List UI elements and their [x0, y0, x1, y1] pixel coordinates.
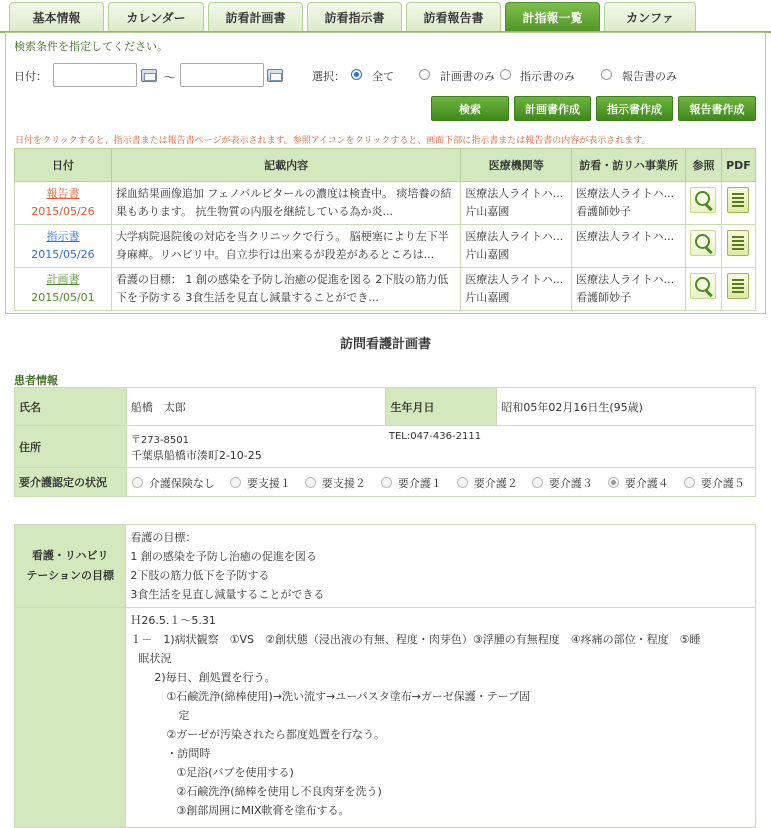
patient-info-table: [14, 387, 756, 497]
tab-visit-report[interactable]: 訪看報告書: [406, 2, 501, 32]
row-office: [572, 268, 686, 311]
nursing-goal-table: [14, 524, 756, 828]
header-institution: 医療機関等: [461, 149, 572, 182]
row-content-line: 採血結果画像追加 フェノバルビタールの濃度は検査中。 痰培養の結: [115, 187, 452, 200]
care-radio[interactable]: [230, 477, 241, 488]
address-label: 住所: [15, 426, 127, 468]
header-reference: 参照: [685, 149, 721, 182]
plan-line: ①足浴(バブを使用する): [176, 766, 294, 779]
tab-visit-plan[interactable]: 訪看計画書: [208, 2, 303, 32]
row-nurse-name: 看護師妙子: [576, 291, 632, 304]
goal-label: [15, 525, 126, 608]
plan-line: １－ 1)病状観察 ①VS ②創状態（浸出液の有無、程度・肉芽色）③浮腫の有無程度 ④疼痛の部位・程度 ⑤睡: [130, 633, 701, 646]
row-doctor-name: 片山嘉國: [465, 248, 510, 261]
care-option-label: 要介護３: [548, 477, 593, 490]
postal-code: 〒273-8501: [130, 434, 189, 446]
row-pdf-cell: [721, 268, 755, 311]
patient-birth: 昭和05年02月16日生(95歳): [497, 388, 756, 426]
row-office-name: 医療法人ライトハ...: [576, 187, 675, 200]
birth-label: 生年月日: [386, 388, 497, 426]
row-content-line: 身麻痺。リハビリ中。自立歩行は出来るが段差があるところは...: [115, 248, 435, 261]
plan-line: ①石鹸洗浄(綿棒使用)→洗い流す→ユーパスタ塗布→ガーゼ保護・テープ固: [166, 690, 531, 703]
row-date-cell: [15, 182, 112, 225]
table-row: [15, 225, 756, 268]
help-note: 日付をクリックすると、指示書または報告書ページが表示されます。参照アイコンをクリックすると、画面下部に指示書または報告書の内容が表示されます。: [15, 136, 651, 146]
date-from-input[interactable]: [53, 63, 137, 87]
goal-label-line: 看護・リハビリ: [31, 549, 109, 562]
header-pdf: PDF: [721, 149, 755, 182]
row-office-name: 医療法人ライトハ...: [576, 273, 675, 286]
row-content-line: 果もあります。 抗生物質の内服を継続している為か炎...: [115, 205, 394, 218]
care-option-label: 要介護４: [624, 477, 669, 490]
radio-directive-only-label: 指示書のみ: [520, 70, 575, 83]
row-institution-name: 医療法人ライトハ...: [465, 273, 564, 286]
document-list-table: [14, 148, 756, 311]
radio-plan-only-label: 計画書のみ: [440, 70, 495, 83]
pdf-document-icon[interactable]: [727, 273, 749, 299]
search-instruction: 検索条件を指定してください。: [14, 40, 168, 53]
row-office: [572, 182, 686, 225]
row-pdf-cell: [721, 225, 755, 268]
create-directive-button[interactable]: 指示書作成: [596, 96, 673, 121]
address-cell: [126, 426, 755, 468]
calendar-icon-to[interactable]: [267, 69, 283, 82]
tab-conference[interactable]: カンファ: [604, 2, 696, 32]
row-type-link[interactable]: 指示書: [46, 230, 80, 243]
care-option-label: 要介護５: [700, 477, 745, 490]
radio-all-label: 全て: [372, 70, 394, 83]
row-content: [111, 225, 460, 268]
care-radio-selected[interactable]: [608, 477, 619, 488]
date-to-input[interactable]: [180, 63, 264, 87]
care-option-label: 要支援１: [246, 477, 291, 490]
row-doctor-name: 片山嘉國: [465, 205, 510, 218]
goal-label-line: テーションの目標: [26, 569, 114, 582]
create-plan-button[interactable]: 計画書作成: [514, 96, 591, 121]
header-office: 訪看・訪リハ事業所: [572, 149, 686, 182]
date-range-tilde: 〜: [163, 71, 177, 86]
goal-line: 1 創の感染を予防し治癒の促進を図る: [130, 550, 317, 563]
care-level-options: [126, 468, 755, 497]
row-institution-name: 医療法人ライトハ...: [465, 230, 564, 243]
magnifier-icon[interactable]: [690, 273, 716, 299]
table-row: [15, 182, 756, 225]
plan-line: ②ガーゼが汚染されたら都度処置を行なう。: [166, 728, 386, 741]
magnifier-icon[interactable]: [690, 187, 716, 213]
plan-line: ②石鹸洗浄(綿棒を使用し不良肉芽を洗う): [176, 785, 382, 798]
row-content-line: 大学病院退院後の対応を当クリニックで行う。 脳梗塞により左下半: [115, 230, 449, 243]
table-header-row: [15, 149, 756, 182]
row-pdf-cell: [721, 182, 755, 225]
address-text: 千葉県船橋市湊町2-10-25: [130, 448, 262, 462]
row-institution: [461, 225, 572, 268]
plan-line: Ｈ26.5.１〜5.31: [130, 614, 216, 627]
telephone: TEL:047-436-2111: [388, 430, 482, 442]
header-content: 記載内容: [111, 149, 460, 182]
goal-line: 2下肢の筋力低下を予防する: [130, 569, 270, 582]
row-type-link[interactable]: 報告書: [46, 187, 80, 200]
tab-calendar[interactable]: カレンダー: [108, 2, 204, 32]
row-content: [111, 268, 460, 311]
row-content: [111, 182, 460, 225]
search-button[interactable]: 検索: [431, 96, 509, 121]
patient-name: 船橋 太郎: [126, 388, 386, 426]
care-option-label: 要介護１: [397, 477, 442, 490]
tab-document-list[interactable]: 計指報一覧: [505, 2, 600, 32]
goal-content: [126, 525, 756, 608]
detail-title: 訪問看護計画書: [339, 337, 431, 352]
row-reference-cell: [685, 225, 721, 268]
plan-line: 眠状況: [138, 652, 172, 665]
goal-line: 看護の目標：: [130, 531, 197, 544]
care-radio[interactable]: [132, 477, 143, 488]
row-date[interactable]: 2015/05/01: [31, 291, 95, 304]
row-institution: [461, 268, 572, 311]
care-radio[interactable]: [532, 477, 543, 488]
radio-directive-only[interactable]: [500, 69, 511, 80]
radio-plan-only[interactable]: [419, 69, 430, 80]
care-option-label: 要介護２: [473, 477, 518, 490]
row-date-cell: [15, 225, 112, 268]
select-label: 選択：: [312, 70, 345, 83]
row-content-line: 下を予防する 3食生活を見直し減量することができ...: [115, 291, 379, 304]
row-reference-cell: [685, 182, 721, 225]
plan-label-cell: [15, 608, 126, 828]
care-level-label: 要介護認定の状況: [15, 468, 127, 497]
care-radio[interactable]: [305, 477, 316, 488]
radio-report-only[interactable]: [601, 69, 612, 80]
care-option-label: 要支援２: [321, 477, 366, 490]
plan-line: 定: [178, 709, 190, 722]
table-row: [15, 268, 756, 311]
pdf-document-icon[interactable]: [727, 187, 749, 213]
row-content-line: 看護の目標： 1 創の感染を予防し治癒の促進を図る 2下肢の筋力低: [115, 273, 449, 286]
row-institution-name: 医療法人ライトハ...: [465, 187, 564, 200]
row-date-cell: [15, 268, 112, 311]
tab-visit-directive[interactable]: 訪看指示書: [307, 2, 402, 32]
plan-line: 2)毎日、創処置を行う。: [154, 671, 276, 684]
header-date: 日付: [15, 149, 112, 182]
patient-info-heading: 患者情報: [14, 374, 58, 387]
row-date[interactable]: 2015/05/26: [31, 248, 95, 261]
care-radio[interactable]: [684, 477, 695, 488]
radio-report-only-label: 報告書のみ: [622, 70, 677, 83]
calendar-icon-from[interactable]: [141, 69, 157, 82]
tab-bar: [0, 0, 771, 32]
magnifier-icon[interactable]: [690, 230, 716, 256]
create-report-button[interactable]: 報告書作成: [678, 96, 756, 121]
row-institution: [461, 182, 572, 225]
radio-all[interactable]: [351, 69, 362, 80]
care-radio[interactable]: [381, 477, 392, 488]
pdf-document-icon[interactable]: [727, 230, 749, 256]
plan-content: [126, 608, 756, 828]
date-label: 日付：: [14, 70, 47, 83]
row-reference-cell: [685, 268, 721, 311]
row-nurse-name: 看護師妙子: [576, 205, 632, 218]
goal-line: 3食生活を見直し減量することができる: [130, 588, 325, 601]
plan-line: ・訪問時: [166, 747, 211, 760]
care-radio[interactable]: [457, 477, 468, 488]
row-doctor-name: 片山嘉國: [465, 291, 510, 304]
name-label: 氏名: [15, 388, 127, 426]
row-date[interactable]: 2015/05/26: [31, 205, 95, 218]
row-type-link[interactable]: 計画書: [46, 273, 80, 286]
plan-line: ③創部周囲にMIX軟膏を塗布する。: [176, 804, 350, 817]
row-office-name: 医療法人ライトハ...: [576, 230, 675, 243]
tab-basic-info[interactable]: 基本情報: [9, 2, 104, 32]
care-option-label: 介護保険なし: [148, 477, 215, 490]
row-office: [572, 225, 686, 268]
